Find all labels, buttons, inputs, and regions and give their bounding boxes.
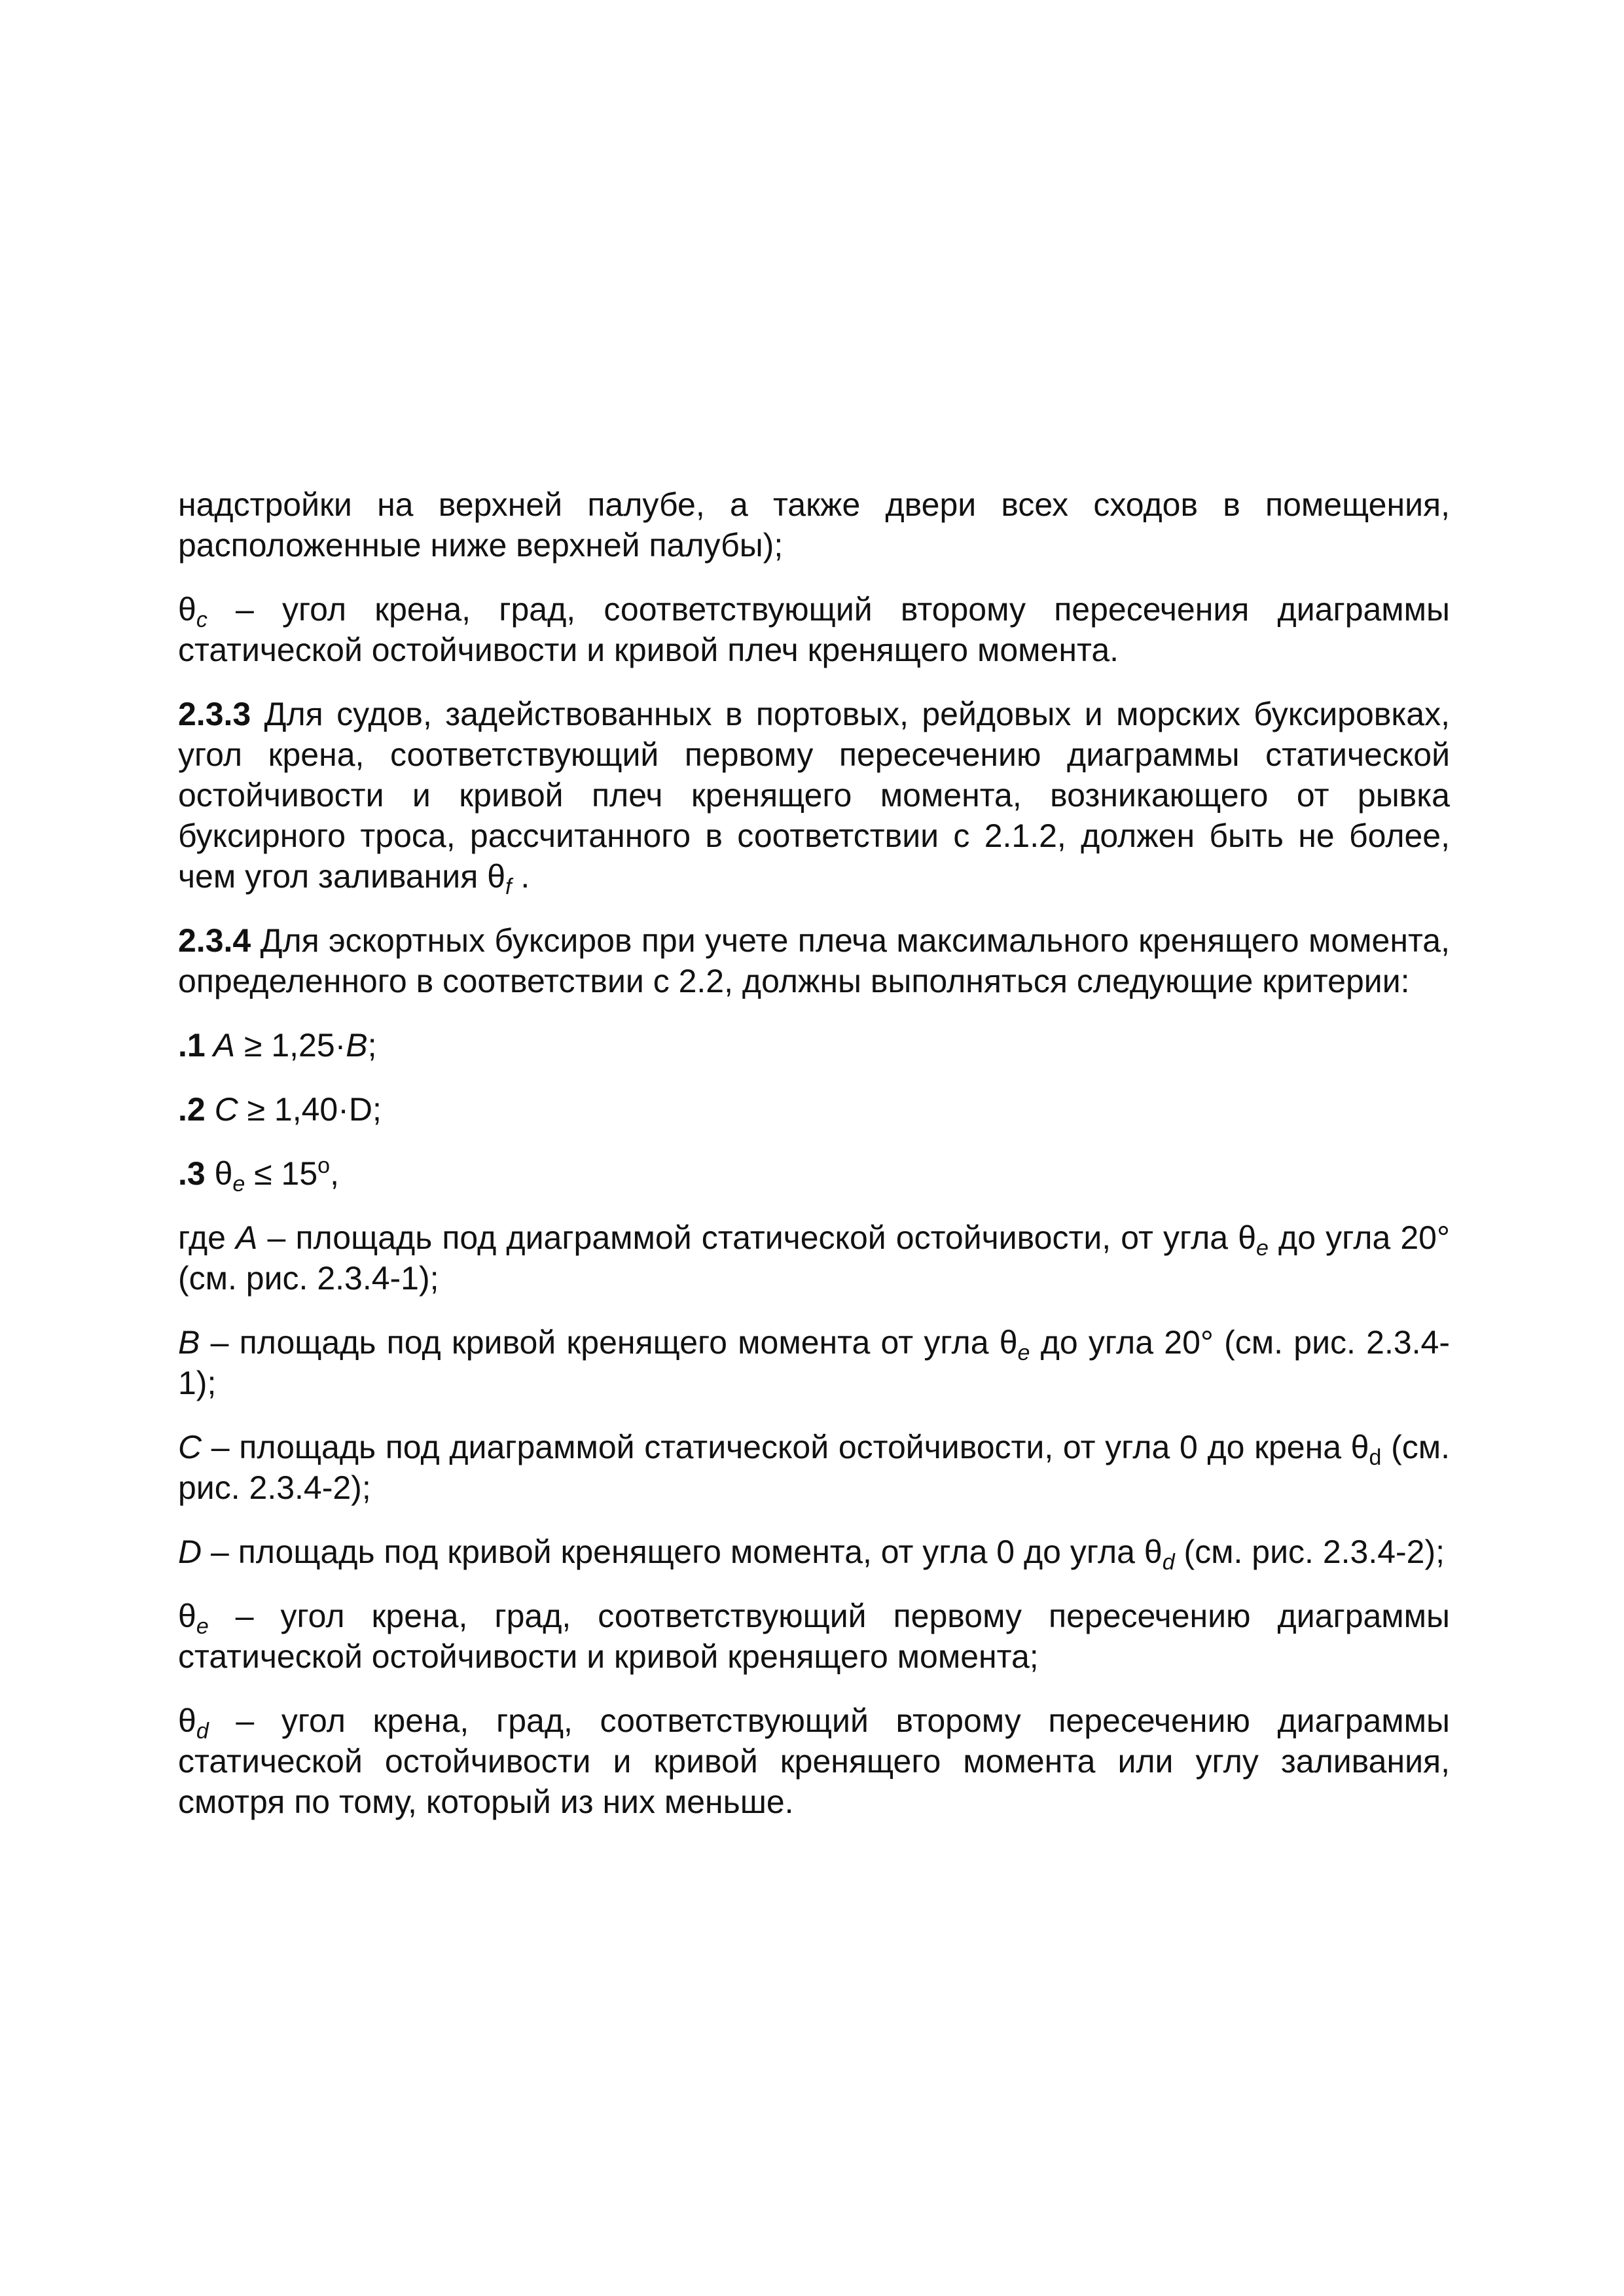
paragraph-continuation: надстройки на верхней палубе, а также двери всех сходов в помещения, расположенные ниже верхней палубы); <box>178 486 1450 564</box>
criterion-1: .1 A ≥ 1,25·B; <box>178 1027 377 1064</box>
section-2-3-3: 2.3.3 Для судов, задействованных в портовых, рейдовых и морских буксировках, угол крена, соответствующий первому пересечению диаграммы статической остойчивости и кривой плеч кренящего момента, возникающего от рывка буксирного троса, рассчитанного в соответствии с 2.1.2, должен быть не более, чем угол заливания $\theta_f$ . <box>178 696 1450 899</box>
criterion-3: .3 $\theta_e \le 15^o$, <box>178 1153 339 1196</box>
criterion-number: .1 <box>178 1027 206 1064</box>
definition-c: C – площадь под диаграммой статической остойчивости, от угла 0 до крена $\theta_d$ (см. рис. 2.3.4-2); <box>178 1429 1450 1506</box>
definition-a: где A – площадь под диаграммой статической остойчивости, от угла $\theta_e$ до угла 20° (см. рис. 2.3.4-1); <box>178 1219 1450 1297</box>
paragraph-theta-c-definition: $\theta_c$ – угол крена, град, соответствующий второму пересечения диаграммы статической остойчивости и кривой плеч кренящего момента. <box>178 591 1450 668</box>
section-number: 2.3.4 <box>178 922 251 959</box>
criterion-2: .2 C ≥ 1,40·D; <box>178 1091 382 1128</box>
definition-b: B – площадь под кривой кренящего момента от угла $\theta_e$ до угла 20° (см. рис. 2.3.4-1); <box>178 1324 1450 1401</box>
section-2-3-4: 2.3.4 Для эскортных буксиров при учете плеча максимального кренящего момента, определенного в соответствии с 2.2, должны выполняться следующие критерии: <box>178 922 1450 999</box>
document-page <box>178 484 1450 1822</box>
section-number: 2.3.3 <box>178 696 251 732</box>
definition-theta-d: $\theta_d$ – угол крена, град, соответствующий второму пересечению диаграммы статической остойчивости и кривой кренящего момента или углу заливания, смотря по тому, который из них меньше. <box>178 1702 1450 1820</box>
definition-theta-e: $\theta_e$ – угол крена, град, соответствующий первому пересечению диаграммы статической остойчивости и кривой кренящего момента; <box>178 1598 1450 1675</box>
criterion-number: .2 <box>178 1091 206 1128</box>
definition-d: D – площадь под кривой кренящего момента, от угла 0 до угла $\theta_d$ (см. рис. 2.3.4-2); <box>178 1534 1445 1575</box>
criterion-number: .3 <box>178 1155 206 1192</box>
